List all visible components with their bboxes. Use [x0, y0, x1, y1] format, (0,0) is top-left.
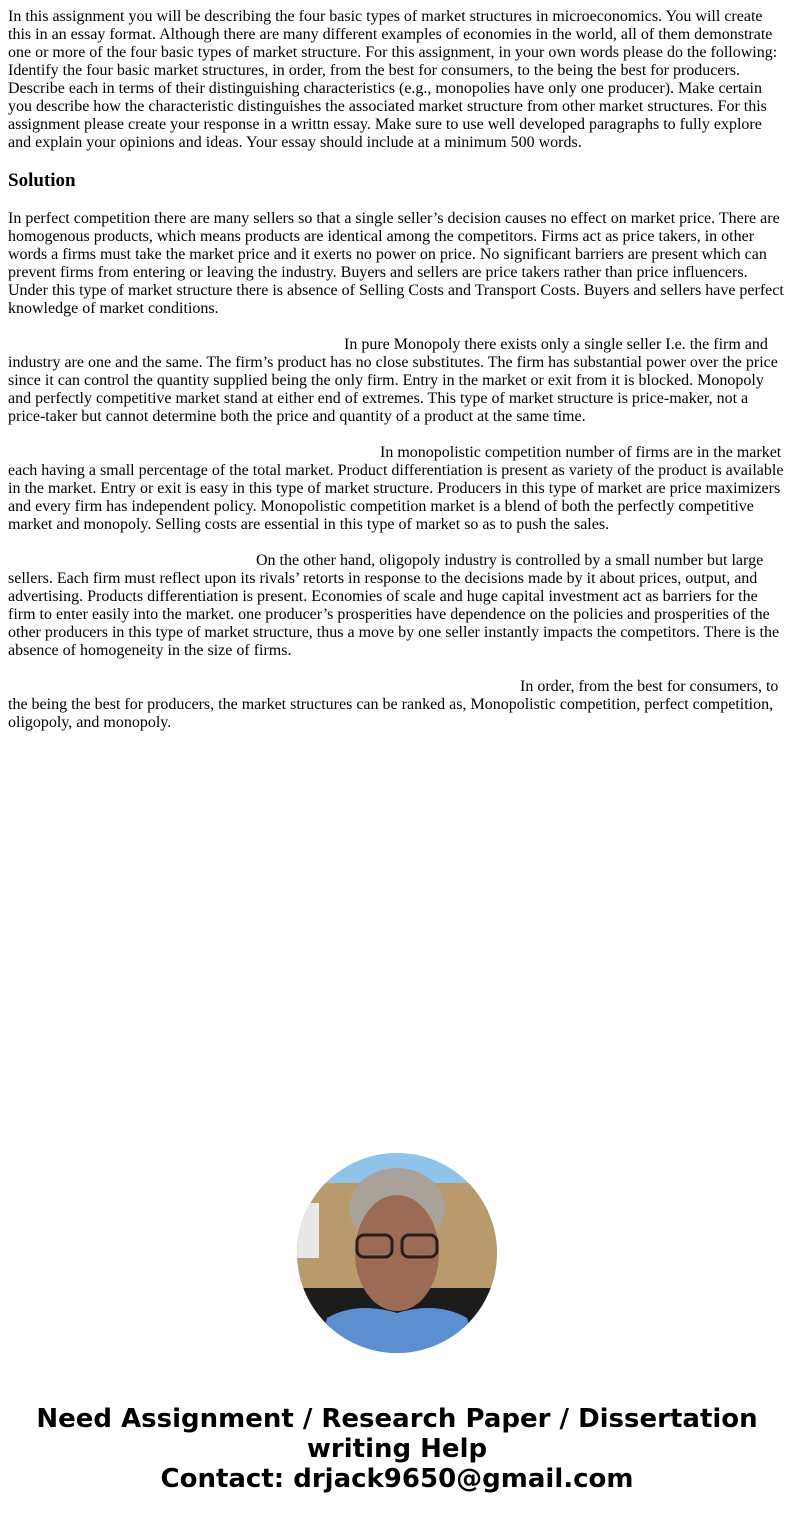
paragraph-perfect-competition: In perfect competition there are many sellers so that a single seller’s decision causes no effect on market price. There are homogenous products, which means products are identical among the competitors. Firms act as price takers, in other words a firms must take the market price and it exerts no power on price. No significant barriers are present which can prevent firms from entering or leaving the industry. Buyers and sellers are price takers rather than price influencers. Under this type of market structure there is absence of Selling Costs and Transport Costs. Buyers and sellers have perfect knowledge of market conditions. — [8, 210, 784, 317]
paragraph-text: In pure Monopoly there exists only a single seller I.e. the firm and industry are one and the same. The firm’s product has no close substitutes. The firm has substantial power over the price since it can control the quantity supplied being the only firm. Entry in the market or exit from it is blocked. Monopoly and perfectly competitive market stand at either end of extremes. This type of market structure is price-maker, not a price-taker but cannot determine both the price and quantity of a product at the same time. — [8, 336, 778, 425]
paragraph-ranking — [8, 678, 786, 732]
paragraph-monopolistic-competition — [8, 444, 786, 534]
solution-heading: Solution — [8, 170, 76, 191]
footer-contact — [0, 1404, 794, 1494]
paragraph-text: In monopolistic competition number of firms are in the market each having a small percentage of the total market. Product differentiation is present as variety of the product is available in the market. Entry or exit is easy in this type of market structure. Producers in this type of market are price maximizers and every firm has independent policy. Monopolistic competition market is a blend of both the perfectly competitive market and monopoly. Selling costs are essential in this type of market so as to push the sales. — [8, 444, 784, 533]
paragraph-oligopoly — [8, 552, 786, 660]
document-body — [8, 8, 786, 750]
footer-contact-email: Contact: drjack9650@gmail.com — [160, 1464, 634, 1494]
author-avatar — [297, 1153, 497, 1353]
paragraph-text: In order, from the best for consumers, to the being the best for producers, the market structures can be ranked as, Monopolistic competition, perfect competition, oligopoly, and monopoly. — [8, 678, 779, 731]
footer-help-text: Need Assignment / Research Paper / Dissertation writing Help — [36, 1404, 758, 1464]
question-text: In this assignment you will be describing the four basic types of market structures in microeconomics. You will create this in an essay format. Although there are many different examples of economies in the world, all of them demonstrate one or more of the four basic types of market structure. For this assignment, in your own words please do the following: Identify the four basic market structures, in order, from the best for consumers, to the being the best for producers. Describe each in terms of their distinguishing characteristics (e.g., monopolies have only one producer). Make certain you describe how the characteristic distinguishes the associated market structure from other market structures. For this assignment please create your response in a writtn essay. Make sure to use well developed paragraphs to fully explore and explain your opinions and ideas. Your essay should include at a minimum 500 words. — [8, 8, 778, 151]
paragraph-monopoly — [8, 336, 786, 426]
paragraph-text: On the other hand, oligopoly industry is controlled by a small number but large sellers. Each firm must reflect upon its rivals’ retorts in response to the decisions made by it about prices, output, and advertising. Products differentiation is present. Economies of scale and huge capital investment act as barriers for the firm to enter easily into the market. one producer’s prosperities have dependence on the policies and prosperities of the other producers in this type of market structure, thus a move by one seller instantly impacts the competitors. There is the absence of homogeneity in the size of firms. — [8, 552, 780, 659]
